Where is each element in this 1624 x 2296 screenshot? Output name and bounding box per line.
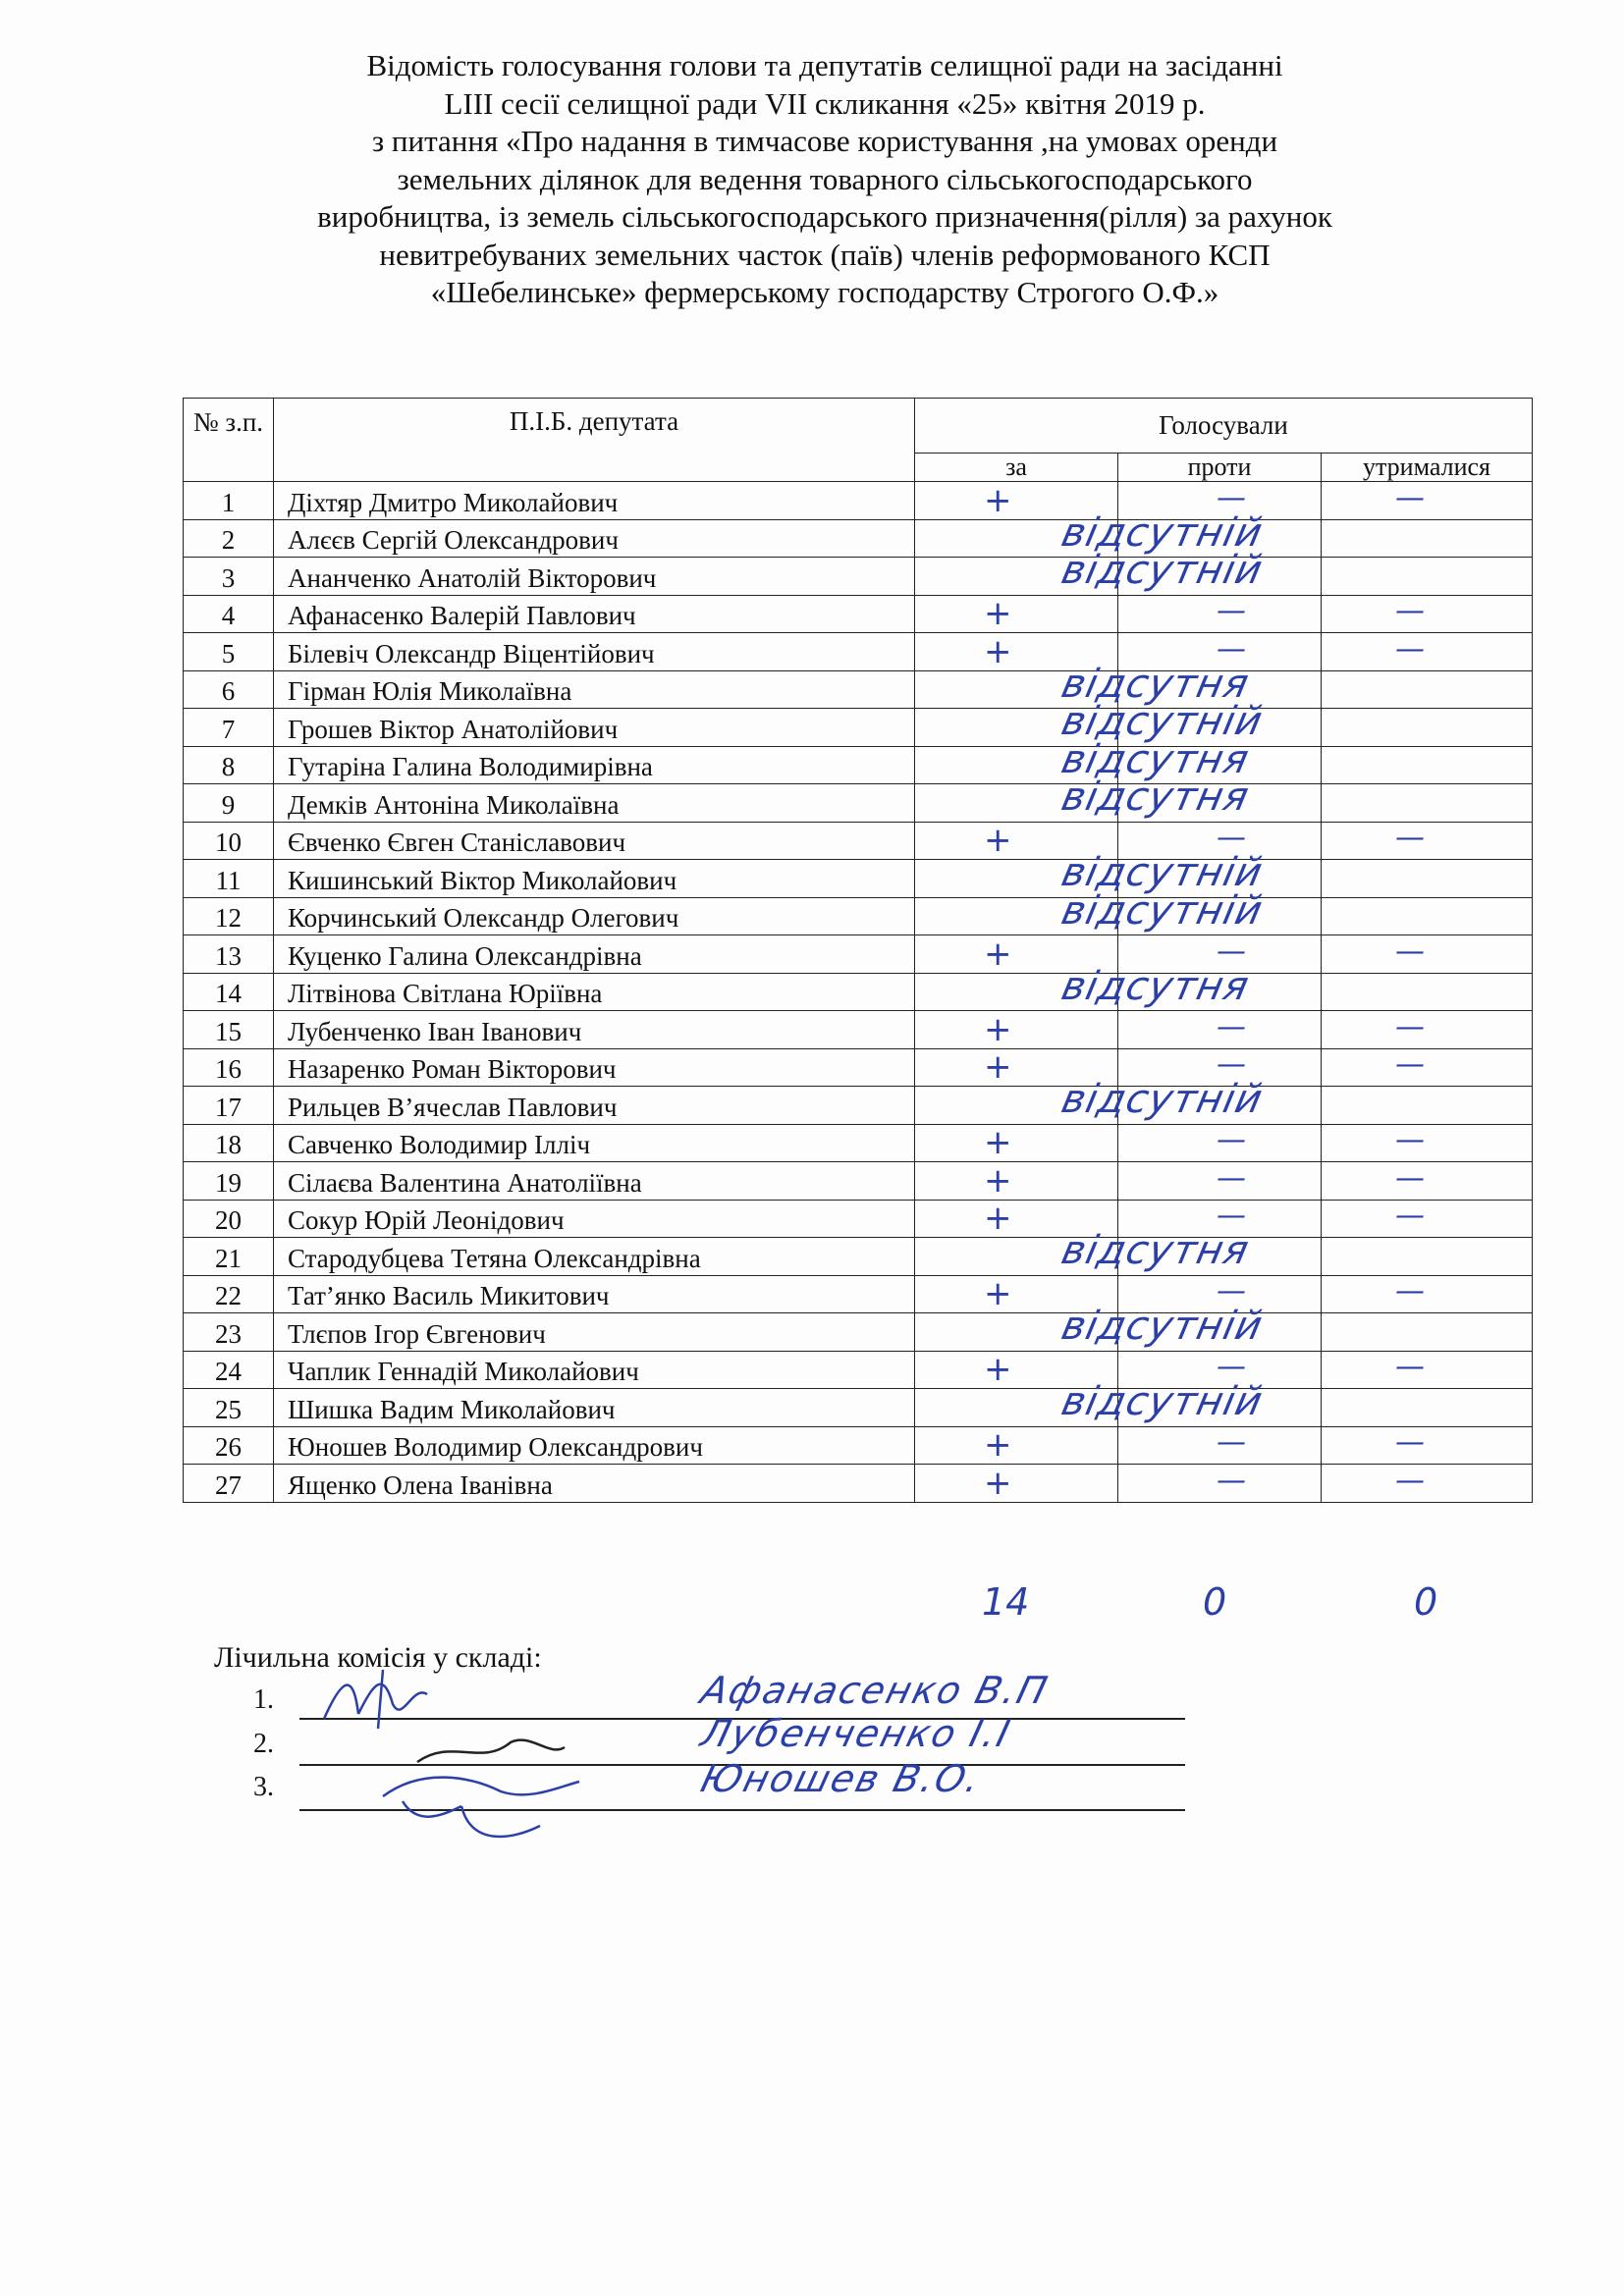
row-number: 27 <box>184 1465 274 1503</box>
member-number: 2. <box>253 1729 274 1759</box>
vote-abstained-cell <box>1322 1162 1533 1201</box>
absent-note: відсутня <box>1057 963 1254 1009</box>
vote-abstained-cell <box>1322 1048 1533 1087</box>
row-number: 1 <box>184 482 274 520</box>
table-row <box>184 709 1533 747</box>
row-number: 8 <box>184 746 274 784</box>
deputy-name: Тлєпов Ігор Євгенович <box>274 1313 915 1352</box>
dash-mark: — <box>1395 934 1425 969</box>
title-line: з питання «Про надання в тимчасове користування ,на умовах оренди <box>371 124 1278 158</box>
vote-abstained-cell <box>1322 1124 1533 1162</box>
deputy-name: Кишинський Віктор Миколайович <box>274 860 915 898</box>
dash-mark: — <box>1217 594 1246 628</box>
vote-mark: + <box>984 1350 1012 1389</box>
dash-mark: — <box>1395 480 1425 515</box>
vote-for-cell <box>915 1304 1268 1352</box>
table-row <box>184 897 1533 935</box>
dash-mark: — <box>1395 1274 1425 1308</box>
title-line: земельних ділянок для ведення товарного сільськогосподарського <box>397 161 1253 196</box>
title-line: невитребуваних земельних часток (паїв) членів реформованого КСП <box>379 237 1271 272</box>
signature-scrawl-1 <box>314 1665 471 1734</box>
vote-mark: + <box>984 1009 1012 1049</box>
table-row <box>184 973 1533 1011</box>
vote-for-cell <box>915 595 1118 633</box>
row-number: 15 <box>184 1011 274 1049</box>
dash-mark: — <box>1395 1463 1425 1498</box>
vote-for-cell <box>915 774 1254 823</box>
vote-abstained-cell <box>1322 558 1533 596</box>
dash-mark: — <box>1217 1350 1246 1384</box>
row-number: 4 <box>184 595 274 633</box>
deputy-name: Алєєв Сергій Олександрович <box>274 519 915 558</box>
title-line: виробництва, із земель сільськогосподарського призначення(рілля) за рахунок <box>317 199 1332 234</box>
row-number: 20 <box>184 1200 274 1238</box>
dash-mark: — <box>1217 480 1246 515</box>
row-number: 24 <box>184 1351 274 1389</box>
vote-table <box>183 398 1533 1503</box>
vote-mark: + <box>984 1160 1012 1201</box>
table-row <box>184 670 1533 709</box>
dash-mark: — <box>1217 1047 1246 1082</box>
deputy-name: Назаренко Роман Вікторович <box>274 1048 915 1087</box>
deputy-name: Білевіч Олександр Віцентійович <box>274 633 915 671</box>
row-number: 9 <box>184 784 274 823</box>
vote-mark: + <box>984 1047 1012 1087</box>
row-number: 26 <box>184 1426 274 1465</box>
dash-mark: — <box>1395 631 1425 667</box>
vote-mark: + <box>984 594 1012 633</box>
table-row <box>184 595 1533 633</box>
deputy-name: Ананченко Анатолій Вікторович <box>274 558 915 596</box>
vote-against-cell <box>1118 558 1322 596</box>
vote-against-cell <box>1118 1087 1322 1125</box>
member-name: Афанасенко В.П <box>696 1669 1054 1712</box>
table-row <box>184 1426 1533 1465</box>
vote-for-cell <box>915 1011 1118 1049</box>
row-number: 12 <box>184 897 274 935</box>
vote-against-cell <box>1118 897 1322 935</box>
row-number: 14 <box>184 973 274 1011</box>
vote-mark: + <box>984 1425 1012 1465</box>
table-row <box>184 1162 1533 1201</box>
dash-mark: — <box>1217 1160 1246 1196</box>
row-number: 16 <box>184 1048 274 1087</box>
vote-abstained-cell <box>1322 784 1533 823</box>
vote-mark: + <box>984 480 1012 520</box>
vote-abstained-cell <box>1322 519 1533 558</box>
dash-mark: — <box>1395 1047 1425 1082</box>
dash-mark: — <box>1395 1199 1425 1233</box>
dash-mark: — <box>1217 1123 1246 1157</box>
vote-mark: + <box>984 631 1012 671</box>
table-row <box>184 1087 1533 1125</box>
table-row <box>184 1389 1533 1427</box>
table-row <box>184 633 1533 671</box>
vote-against-cell <box>1118 1426 1322 1465</box>
vote-mark: + <box>984 1463 1012 1503</box>
commission-heading: Лічильна комісія у складі: <box>214 1641 542 1674</box>
document-title <box>177 47 1473 312</box>
vote-abstained-cell <box>1322 746 1533 784</box>
vote-abstained-cell <box>1322 595 1533 633</box>
vote-abstained-cell <box>1322 1200 1533 1238</box>
vote-abstained-cell <box>1322 1465 1533 1503</box>
member-name: Лубенченко І.І <box>696 1712 1016 1755</box>
vote-table-body <box>184 482 1533 1503</box>
row-number: 13 <box>184 935 274 974</box>
vote-abstained-cell <box>1322 822 1533 860</box>
table-row <box>184 746 1533 784</box>
vote-for-cell <box>915 963 1254 1011</box>
vote-for-cell <box>915 1077 1268 1125</box>
deputy-name: Афанасенко Валерій Павлович <box>274 595 915 633</box>
row-number: 5 <box>184 633 274 671</box>
vote-abstained-cell <box>1322 1275 1533 1313</box>
total-against: 0 <box>1203 1580 1227 1624</box>
dash-mark: — <box>1395 1123 1425 1157</box>
table-row <box>184 558 1533 596</box>
vote-abstained-cell <box>1322 935 1533 974</box>
vote-abstained-cell <box>1322 633 1533 671</box>
deputy-name: Корчинський Олександр Олегович <box>274 897 915 935</box>
vote-against-cell <box>1118 1238 1322 1276</box>
table-row <box>184 1200 1533 1238</box>
row-number: 21 <box>184 1238 274 1276</box>
absent-note: відсутній <box>1057 887 1268 934</box>
header-name: П.І.Б. депутата <box>274 399 915 482</box>
table-row <box>184 1048 1533 1087</box>
header-voted: Голосували <box>915 399 1533 454</box>
header-abstained: утрималися <box>1322 454 1533 482</box>
row-number: 10 <box>184 822 274 860</box>
absent-note: відсутній <box>1057 1379 1268 1424</box>
deputy-name: Чаплик Геннадій Миколайович <box>274 1351 915 1389</box>
table-row <box>184 1011 1533 1049</box>
absent-note: відсутня <box>1057 736 1254 782</box>
deputy-name: Гутаріна Галина Володимирівна <box>274 746 915 784</box>
dash-mark: — <box>1395 821 1425 855</box>
dash-mark: — <box>1395 1425 1425 1460</box>
deputy-name: Шишка Вадим Миколайович <box>274 1389 915 1427</box>
table-row <box>184 1238 1533 1276</box>
absent-note: відсутній <box>1057 699 1268 744</box>
vote-for-cell <box>915 1465 1118 1503</box>
vote-abstained-cell <box>1322 1238 1533 1276</box>
vote-abstained-cell <box>1322 709 1533 747</box>
vote-against-cell <box>1118 1313 1322 1352</box>
vote-for-cell <box>915 548 1268 596</box>
deputy-name: Савченко Володимир Ілліч <box>274 1124 915 1162</box>
dash-mark: — <box>1217 821 1246 855</box>
deputy-name: Лубенченко Іван Іванович <box>274 1011 915 1049</box>
vote-abstained-cell <box>1322 897 1533 935</box>
dash-mark: — <box>1395 1160 1425 1196</box>
table-row <box>184 784 1533 823</box>
vote-against-cell <box>1118 784 1322 823</box>
dash-mark: — <box>1217 1199 1246 1233</box>
deputy-name: Юношев Володимир Олександрович <box>274 1426 915 1465</box>
table-row <box>184 1124 1533 1162</box>
dash-mark: — <box>1217 1425 1246 1460</box>
signature-scrawl-3 <box>363 1757 589 1855</box>
deputy-name: Тат’янко Василь Микитович <box>274 1275 915 1313</box>
vote-abstained-cell <box>1322 1087 1533 1125</box>
dash-mark: — <box>1395 1009 1425 1044</box>
deputy-name: Діхтяр Дмитро Миколайович <box>274 482 915 520</box>
dash-mark: — <box>1217 1274 1246 1308</box>
table-row <box>184 482 1533 520</box>
row-number: 18 <box>184 1124 274 1162</box>
deputy-name: Гірман Юлія Миколаївна <box>274 670 915 709</box>
table-row <box>184 935 1533 974</box>
deputy-name: Євченко Євген Станіславович <box>274 822 915 860</box>
vote-abstained-cell <box>1322 1351 1533 1389</box>
table-row <box>184 519 1533 558</box>
vote-abstained-cell <box>1322 1426 1533 1465</box>
row-number: 6 <box>184 670 274 709</box>
vote-against-cell <box>1118 1124 1322 1162</box>
absent-note: відсутній <box>1057 1304 1268 1349</box>
absent-note: відсутній <box>1057 548 1268 593</box>
vote-for-cell <box>915 1379 1268 1427</box>
absent-note: відсутня <box>1057 1228 1254 1273</box>
dash-mark: — <box>1217 631 1246 667</box>
vote-for-cell <box>915 887 1268 935</box>
vote-abstained-cell <box>1322 670 1533 709</box>
deputy-name: Рильцев В’ячеслав Павлович <box>274 1087 915 1125</box>
absent-note: відсутня <box>1057 774 1254 820</box>
member-number: 1. <box>253 1684 274 1715</box>
dash-mark: — <box>1217 934 1246 969</box>
vote-mark: + <box>984 821 1012 860</box>
vote-against-cell <box>1118 973 1322 1011</box>
row-number: 17 <box>184 1087 274 1125</box>
row-number: 11 <box>184 860 274 898</box>
vote-abstained-cell <box>1322 482 1533 520</box>
row-number: 23 <box>184 1313 274 1352</box>
vote-for-cell <box>915 1426 1118 1465</box>
deputy-name: Сокур Юрій Леонідович <box>274 1200 915 1238</box>
vote-for-cell <box>915 1228 1254 1276</box>
title-line: «Шебелинське» фермерському господарству Строгого О.Ф.» <box>430 275 1219 309</box>
total-for: 14 <box>982 1580 1030 1624</box>
member-name: Юношев В.О. <box>696 1757 987 1800</box>
absent-note: відсутній <box>1057 1077 1268 1122</box>
absent-note: відсутній <box>1057 850 1268 895</box>
table-row <box>184 1275 1533 1313</box>
dash-mark: — <box>1395 594 1425 628</box>
table-row <box>184 1313 1533 1352</box>
table-row <box>184 822 1533 860</box>
total-abstained: 0 <box>1414 1580 1438 1624</box>
vote-for-cell <box>915 1162 1118 1201</box>
vote-against-cell <box>1118 595 1322 633</box>
vote-against-cell <box>1118 1011 1322 1049</box>
row-number: 19 <box>184 1162 274 1201</box>
vote-for-cell <box>915 1124 1118 1162</box>
vote-against-cell <box>1118 1465 1322 1503</box>
deputy-name: Літвінова Світлана Юріївна <box>274 973 915 1011</box>
table-row <box>184 860 1533 898</box>
row-number: 7 <box>184 709 274 747</box>
absent-note: відсутній <box>1057 509 1268 556</box>
row-number: 22 <box>184 1275 274 1313</box>
header-for: за <box>915 454 1118 482</box>
deputy-name: Сілаєва Валентина Анатоліївна <box>274 1162 915 1201</box>
row-number: 3 <box>184 558 274 596</box>
row-number: 25 <box>184 1389 274 1427</box>
deputy-name: Ященко Олена Іванівна <box>274 1465 915 1503</box>
vote-mark: + <box>984 1199 1012 1238</box>
dash-mark: — <box>1217 1009 1246 1044</box>
vote-abstained-cell <box>1322 1313 1533 1352</box>
title-line: Відомість голосування голови та депутатів селищної ради на засіданні <box>366 48 1283 82</box>
header-against: проти <box>1118 454 1322 482</box>
vote-mark: + <box>984 934 1012 974</box>
deputy-name: Стародубцева Тетяна Олександрівна <box>274 1238 915 1276</box>
deputy-name: Грошев Віктор Анатолійович <box>274 709 915 747</box>
dash-mark: — <box>1395 1350 1425 1384</box>
vote-mark: + <box>984 1123 1012 1162</box>
title-line: LIII сесії селищної ради VII скликання «25» квітня 2019 р. <box>444 85 1206 121</box>
vote-abstained-cell <box>1322 1389 1533 1427</box>
row-number: 2 <box>184 519 274 558</box>
vote-against-cell <box>1118 1389 1322 1427</box>
member-number: 3. <box>253 1772 274 1802</box>
absent-note: відсутня <box>1057 661 1254 707</box>
vote-against-cell <box>1118 1162 1322 1201</box>
table-row <box>184 1351 1533 1389</box>
vote-abstained-cell <box>1322 1011 1533 1049</box>
deputy-name: Куценко Галина Олександрівна <box>274 935 915 974</box>
vote-abstained-cell <box>1322 860 1533 898</box>
dash-mark: — <box>1217 1463 1246 1498</box>
deputy-name: Демків Антоніна Миколаївна <box>274 784 915 823</box>
vote-mark: + <box>984 1274 1012 1313</box>
table-row <box>184 1465 1533 1503</box>
vote-abstained-cell <box>1322 973 1533 1011</box>
header-num: № з.п. <box>184 399 274 482</box>
